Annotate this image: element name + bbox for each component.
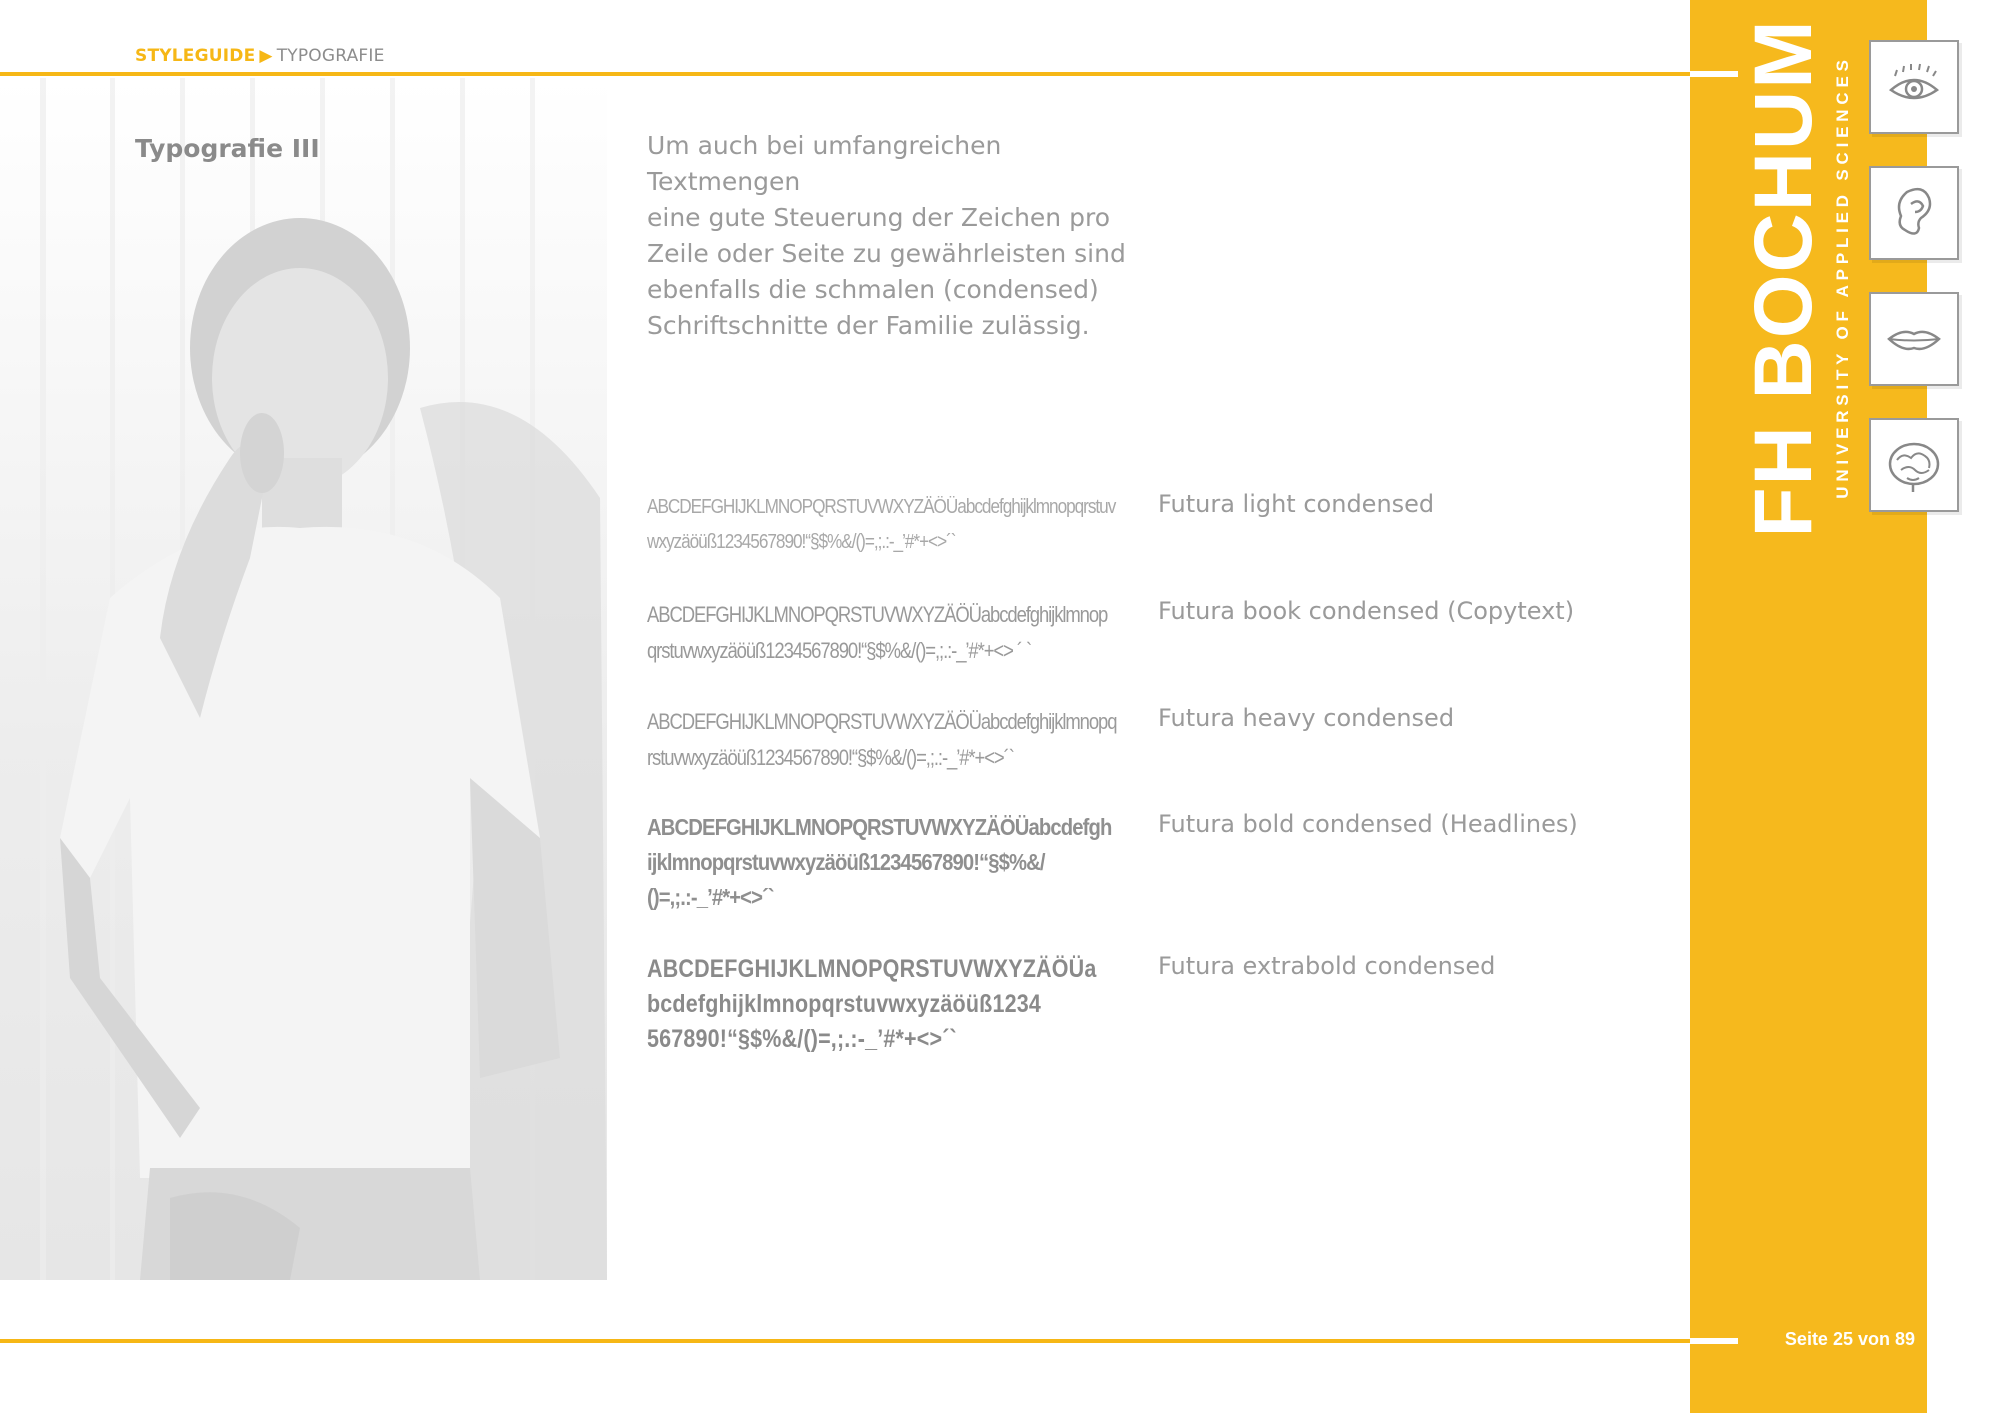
top-divider [0,72,1738,76]
brain-icon [1869,418,1959,512]
sample-line: qrstuvwxyzäöüß1234567890!“§$%&/()=,;.:-_’#*+<> ´ ` [647,638,1032,663]
sample-line: bcdefghijklmnopqrstuvwxyzäöüß1234 [647,990,1041,1018]
font-sample-extrabold [647,952,1116,1057]
sample-line: 567890!“§$%&/()=,;.:-_’#*+<>´` [647,1025,957,1053]
page-number: Seite 25 von 89 [1784,1329,1915,1349]
logo-name: FH BOCHUM [1738,17,1829,538]
font-sample-book [647,597,1134,669]
intro-line: Zeile oder Seite zu gewährleisten sind [647,239,1126,268]
sample-line: ()=,;.:-_’#*+<>´` [647,884,774,910]
intro-line: eine gute Steuerung der Zeichen pro [647,203,1110,232]
ear-icon [1869,166,1959,260]
font-label-light: Futura light condensed [1158,490,1435,518]
bottom-divider [0,1339,1738,1343]
font-label-heavy: Futura heavy condensed [1158,704,1455,732]
intro-line: Um auch bei umfangreichen Textmengen [647,131,1002,196]
mouth-icon [1869,292,1959,386]
breadcrumb-arrow-icon: ▶ [259,46,273,66]
font-label-extrabold: Futura extrabold condensed [1158,952,1496,980]
breadcrumb-section: STYLEGUIDE [135,46,256,66]
logo-wordmark [1738,17,1829,538]
logo-tagline: UNIVERSITY OF APPLIED SCIENCES [1833,54,1852,499]
font-sample-light [647,490,1137,560]
sample-line: wxyzäöüß1234567890!“§$%&/()=,;.:-_’#*+<>´` [647,531,956,553]
band-marker-bottom [1690,1338,1738,1344]
font-label-bold: Futura bold condensed (Headlines) [1158,810,1578,838]
background-photo [0,78,607,1280]
sample-line: ABCDEFGHIJKLMNOPQRSTUVWXYZÄÖÜabcdefghijklmnopqrstuv [647,496,1116,518]
sample-line: ABCDEFGHIJKLMNOPQRSTUVWXYZÄÖÜabcdefghijklmnopq [647,709,1117,734]
font-sample-heavy [647,704,1134,776]
sample-line: ABCDEFGHIJKLMNOPQRSTUVWXYZÄÖÜa [647,955,1097,983]
intro-line: Schriftschnitte der Familie zulässig. [647,311,1090,340]
font-label-book: Futura book condensed (Copytext) [1158,597,1575,625]
breadcrumb-page: TYPOGRAFIE [276,46,385,66]
sample-line: rstuvwxyzäöüß1234567890!“§$%&/()=,;.:-_’#*+<>´` [647,745,1014,770]
page-title: Typografie III [135,134,320,163]
band-marker-top [1690,71,1738,77]
breadcrumb [135,46,385,66]
eye-icon [1869,40,1959,134]
intro-paragraph [647,128,1147,344]
sample-line: ABCDEFGHIJKLMNOPQRSTUVWXYZÄÖÜabcdefghijklmnop [647,602,1108,627]
sample-line: ijklmnopqrstuvwxyzäöüß1234567890!“§$%&/ [647,849,1045,875]
intro-line: ebenfalls die schmalen (condensed) [647,275,1099,304]
sample-line: ABCDEFGHIJKLMNOPQRSTUVWXYZÄÖÜabcdefgh [647,814,1112,840]
font-sample-bold [647,810,1122,915]
logo-tagline-container [1828,38,1858,515]
